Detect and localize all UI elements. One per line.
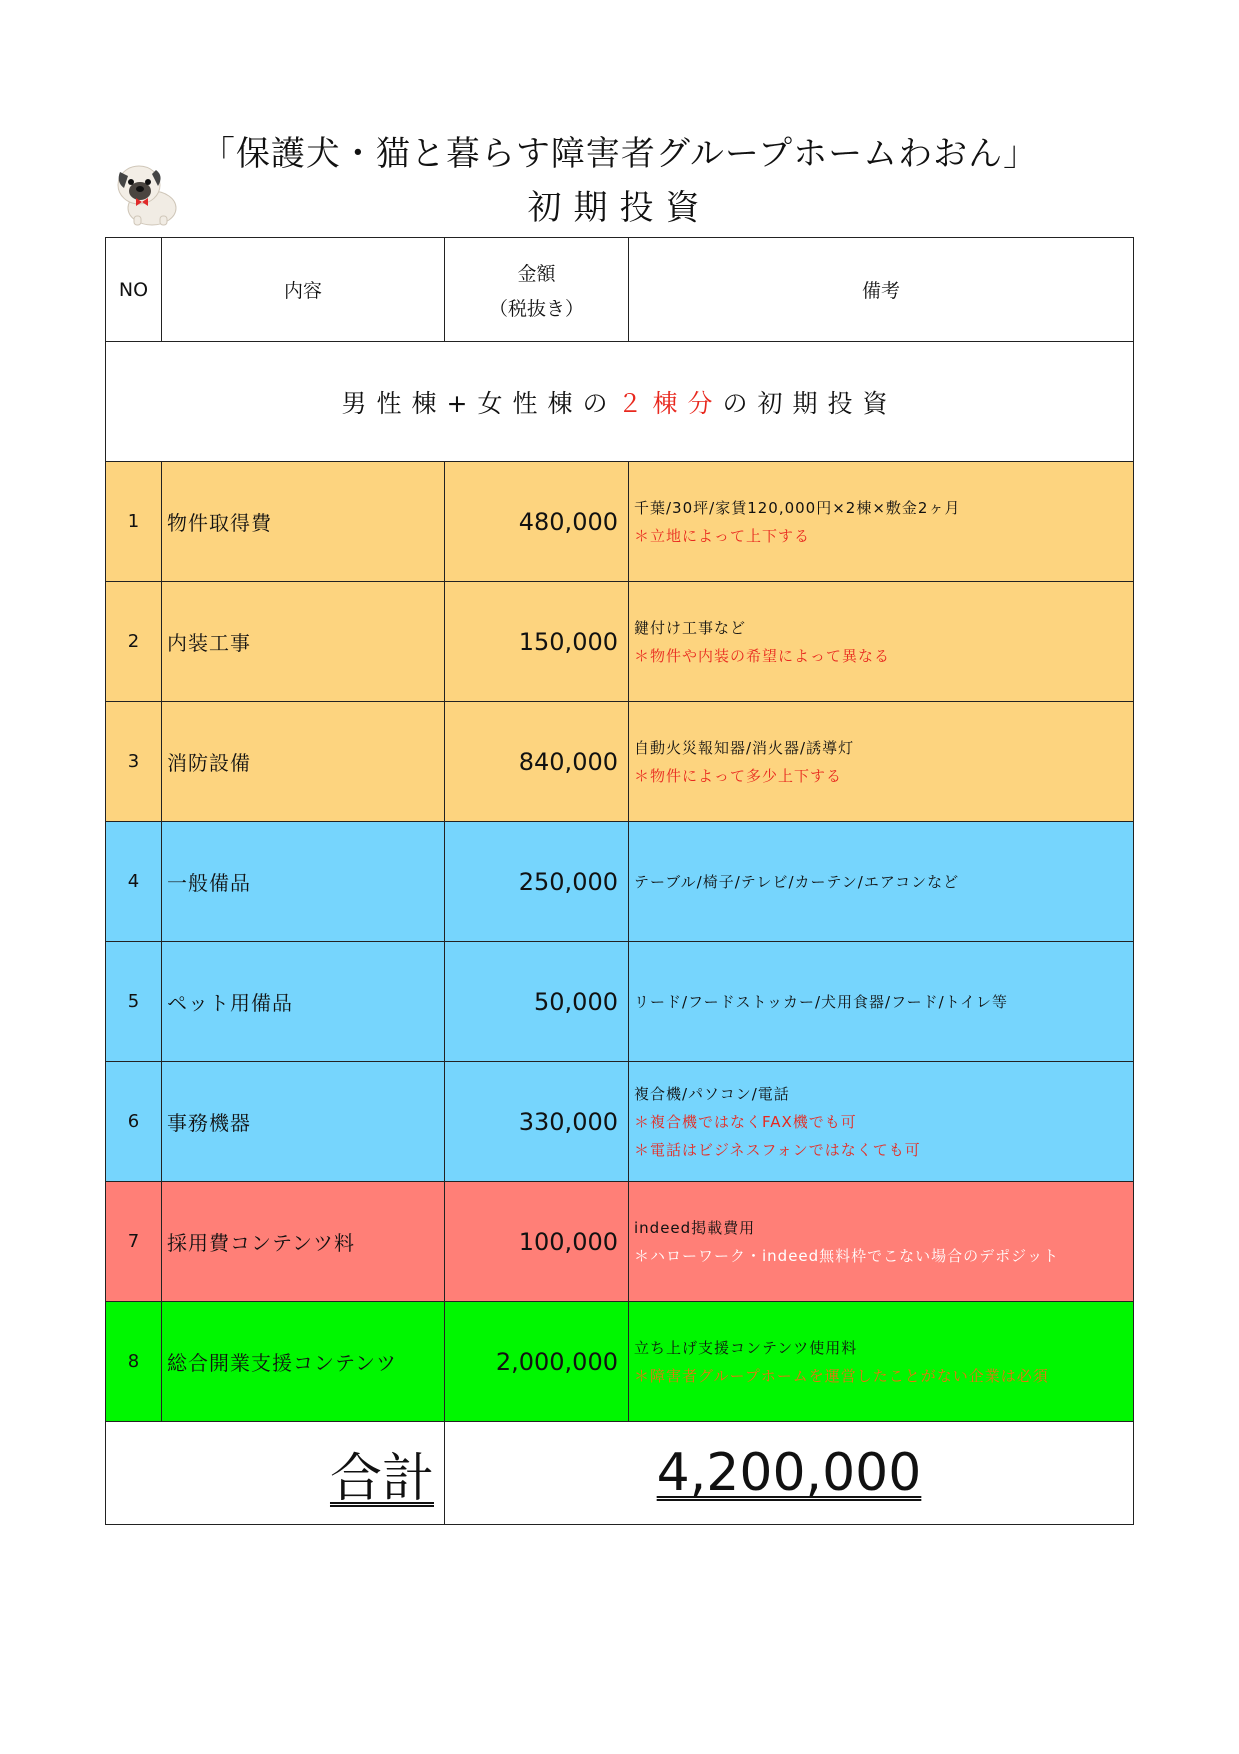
table-row	[106, 822, 1134, 942]
row-note	[629, 1302, 1134, 1422]
banner-pre: 男性棟+女性棟の	[341, 388, 618, 418]
col-header-content: 内容	[162, 238, 445, 342]
table-header-row	[106, 238, 1134, 342]
row-amount: 840,000	[445, 702, 629, 822]
note-warning: ＊物件や内装の希望によって異なる	[634, 646, 891, 665]
table-row	[106, 1062, 1134, 1182]
col-header-amount-line2: （税抜き）	[488, 297, 584, 320]
row-no: 1	[106, 462, 162, 582]
row-amount: 250,000	[445, 822, 629, 942]
row-amount: 480,000	[445, 462, 629, 582]
table-row	[106, 462, 1134, 582]
row-note	[629, 822, 1134, 942]
row-note	[629, 462, 1134, 582]
note-line: indeed掲載費用	[634, 1218, 756, 1237]
page-subtitle: 初期投資	[527, 188, 712, 228]
row-amount: 50,000	[445, 942, 629, 1062]
table-row	[106, 1182, 1134, 1302]
banner-row	[106, 342, 1134, 462]
note-line: 立ち上げ支援コンテンツ使用料	[634, 1338, 858, 1357]
total-row	[106, 1422, 1134, 1525]
banner-highlight: ２棟分	[617, 388, 723, 418]
table-row	[106, 582, 1134, 702]
row-no: 2	[106, 582, 162, 702]
row-amount: 150,000	[445, 582, 629, 702]
row-amount: 330,000	[445, 1062, 629, 1182]
note-line: テーブル/椅子/テレビ/カーテン/エアコンなど	[634, 872, 960, 891]
total-label: 合計	[329, 1448, 434, 1509]
table-row	[106, 702, 1134, 822]
col-header-amount-line1: 金額	[517, 262, 556, 285]
row-amount: 2,000,000	[445, 1302, 629, 1422]
table-row	[106, 1302, 1134, 1422]
note-line: 鍵付け工事など	[634, 618, 747, 637]
page-header	[0, 0, 1239, 236]
note-warning: ＊複合機ではなくFAX機でも可	[634, 1112, 857, 1131]
note-warning: ＊物件によって多少上下する	[634, 766, 843, 785]
row-no: 4	[106, 822, 162, 942]
row-note	[629, 942, 1134, 1062]
page-title: 「保護犬・猫と暮らす障害者グループホームわおん」	[200, 134, 1039, 174]
note-warning: ＊障害者グループホームを運営したことがない企業は必須	[634, 1366, 1049, 1385]
row-no: 5	[106, 942, 162, 1062]
col-header-no: NO	[106, 238, 162, 342]
row-note	[629, 1062, 1134, 1182]
row-item: ペット用備品	[162, 942, 445, 1062]
note-line: リード/フードストッカー/犬用食器/フード/トイレ等	[634, 992, 1008, 1011]
banner-post: の初期投資	[722, 388, 898, 418]
row-item: 一般備品	[162, 822, 445, 942]
row-note	[629, 1182, 1134, 1302]
row-note	[629, 582, 1134, 702]
col-header-notes: 備考	[629, 238, 1134, 342]
row-no: 3	[106, 702, 162, 822]
row-amount: 100,000	[445, 1182, 629, 1302]
total-value-cell	[445, 1422, 1134, 1525]
note-warning: ＊ハローワーク・indeed無料枠でこない場合のデポジット	[634, 1246, 1060, 1265]
row-no: 7	[106, 1182, 162, 1302]
note-warning: ＊立地によって上下する	[634, 526, 811, 545]
row-item: 内装工事	[162, 582, 445, 702]
note-warning: ＊電話はビジネスフォンではなくても可	[634, 1140, 921, 1159]
row-item: 物件取得費	[162, 462, 445, 582]
note-line: 複合機/パソコン/電話	[634, 1084, 790, 1103]
row-no: 8	[106, 1302, 162, 1422]
col-header-amount	[445, 238, 629, 342]
note-line: 自動火災報知器/消火器/誘導灯	[634, 738, 855, 757]
table-row	[106, 942, 1134, 1062]
row-no: 6	[106, 1062, 162, 1182]
total-label-cell	[106, 1422, 445, 1525]
row-note	[629, 702, 1134, 822]
row-item: 総合開業支援コンテンツ	[162, 1302, 445, 1422]
total-value: 4,200,000	[656, 1443, 922, 1503]
note-line: 千葉/30坪/家賃120,000円×2棟×敷金2ヶ月	[634, 498, 961, 517]
investment-table	[105, 237, 1134, 1525]
row-item: 事務機器	[162, 1062, 445, 1182]
row-item: 消防設備	[162, 702, 445, 822]
row-item: 採用費コンテンツ料	[162, 1182, 445, 1302]
banner-cell	[106, 342, 1134, 462]
